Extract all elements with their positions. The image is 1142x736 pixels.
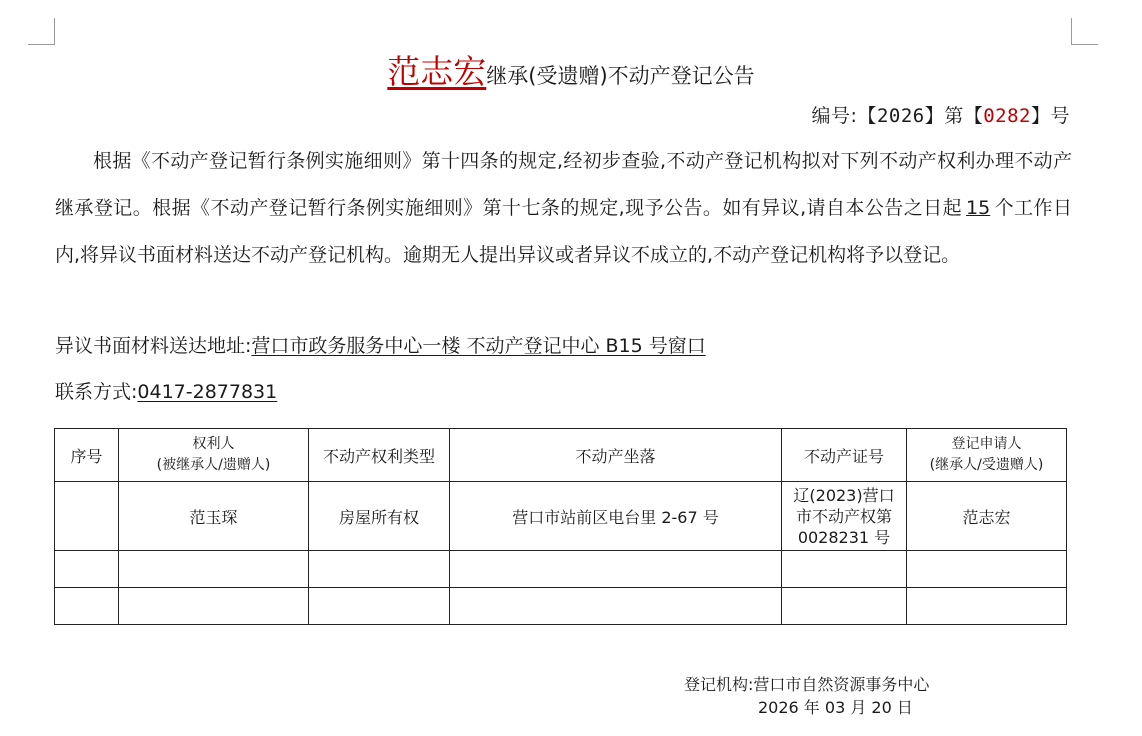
announcement-title (0, 46, 1142, 93)
docno-suffix: 】号 (1030, 105, 1070, 127)
document-number (812, 101, 1070, 128)
registration-authority (684, 672, 929, 695)
empty-cell (55, 588, 119, 625)
empty-cell (782, 551, 907, 588)
contact-label: 联系方式: (55, 381, 138, 403)
header-no: 序号 (55, 429, 119, 482)
empty-cell (907, 551, 1067, 588)
empty-cell (450, 588, 782, 625)
announcement-date: 2026 年 03 月 20 日 (758, 698, 913, 717)
cell-location: 营口市站前区电台里 2-67 号 (450, 482, 782, 551)
cert-line-3: 0028231 号 (797, 527, 891, 547)
header-holder (119, 429, 309, 482)
table-row (55, 482, 1067, 551)
empty-cell (55, 551, 119, 588)
crop-mark-top-left (28, 18, 55, 45)
cert-line-1: 辽(2023)营口 (793, 485, 895, 505)
body-part-2: 个工作日内,将异议书面材料送达不动产登记机构。逾期无人提出异议或者异议不成立的,不动产登记机构将予以登记。 (55, 197, 1072, 266)
empty-cell (450, 551, 782, 588)
org-label: 登记机构: (684, 675, 754, 694)
contact-info (55, 377, 283, 404)
empty-cell (907, 588, 1067, 625)
docno-number: 0282 (983, 105, 1031, 127)
header-applicant (907, 429, 1067, 482)
header-location: 不动产坐落 (450, 429, 782, 482)
table-row-empty (55, 551, 1067, 588)
header-applicant-sub: (继承人/受遗赠人) (929, 457, 1044, 473)
empty-cell (309, 551, 450, 588)
objection-address (55, 331, 706, 358)
docno-middle: 】第【 (924, 105, 984, 127)
body-part-1: 根据《不动产登记暂行条例实施细则》第十四条的规定,经初步查验,不动产登记机构拟对下列不动产权利办理不动产继承登记。根据《不动产登记暂行条例实施细则》第十七条的规定,现予公告。如有异议,请自本公告之日起 (55, 150, 1072, 219)
address-label: 异议书面材料送达地址: (55, 335, 252, 357)
header-type: 不动产权利类型 (309, 429, 450, 482)
title-name: 范志宏 (387, 52, 487, 91)
empty-cell (309, 588, 450, 625)
cell-no (55, 482, 119, 551)
table-row-empty (55, 588, 1067, 625)
empty-cell (119, 588, 309, 625)
cert-line-2: 市不动产权第 (795, 506, 892, 526)
crop-mark-top-right (1071, 18, 1098, 45)
contact-value: 0417-2877831 (137, 381, 278, 403)
address-value: 营口市政务服务中心一楼 不动产登记中心 B15 号窗口 (251, 335, 706, 357)
header-holder-sub: (被继承人/遗赠人) (156, 457, 271, 473)
org-name: 营口市自然资源事务中心 (753, 675, 930, 694)
cell-holder: 范玉琛 (119, 482, 309, 551)
cell-cert (782, 482, 907, 551)
docno-prefix: 编号:【 (811, 105, 877, 127)
cell-type: 房屋所有权 (309, 482, 450, 551)
docno-year: 2026 (876, 105, 925, 127)
empty-cell (782, 588, 907, 625)
property-table (54, 428, 1067, 625)
title-text: 继承(受遗赠)不动产登记公告 (486, 64, 755, 88)
table-header-row (55, 429, 1067, 482)
announcement-body (55, 138, 1072, 279)
header-holder-main: 权利人 (192, 436, 235, 452)
cell-applicant: 范志宏 (907, 482, 1067, 551)
empty-cell (119, 551, 309, 588)
header-cert: 不动产证号 (782, 429, 907, 482)
header-applicant-main: 登记申请人 (951, 436, 1022, 452)
objection-days: 15 (966, 197, 991, 219)
